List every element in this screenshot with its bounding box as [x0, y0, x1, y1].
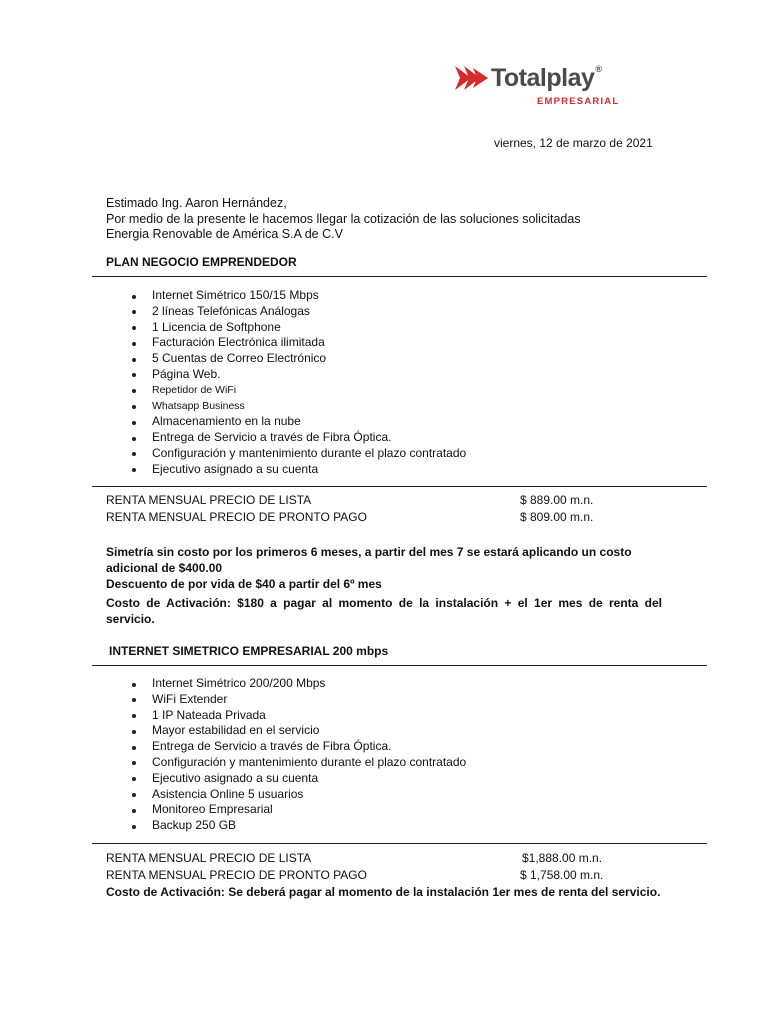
plan1-prompt-price-label: RENTA MENSUAL PRECIO DE PRONTO PAGO: [106, 510, 367, 524]
plan1-activation-note: Costo de Activación: $180 a pagar al momento de la instalación + el 1er mes de renta del servicio.: [106, 596, 662, 626]
list-item: Monitoreo Empresarial: [130, 802, 466, 818]
logo-wordmark: Totalplay®: [491, 64, 602, 92]
list-item: 1 Licencia de Softphone: [130, 320, 466, 336]
totalplay-logo: [455, 62, 645, 112]
list-item: Entrega de Servicio a través de Fibra Óptica.: [130, 430, 466, 446]
plan1-symmetry-note: Simetría sin costo por los primeros 6 meses, a partir del mes 7 se estará aplicando un costo adicional de $400.00: [106, 545, 632, 575]
list-item: Ejecutivo asignado a su cuenta: [130, 771, 466, 787]
plan2-list-price-value: $1,888.00 m.n.: [522, 851, 603, 865]
plan2-title: INTERNET SIMETRICO EMPRESARIAL 200 mbps: [109, 644, 389, 658]
list-item: 1 IP Nateada Privada: [130, 708, 466, 724]
plan2-divider-top: [92, 665, 707, 666]
logo-subtitle: EMPRESARIAL: [537, 96, 620, 107]
list-item: Internet Simétrico 200/200 Mbps: [130, 676, 466, 692]
list-item: 5 Cuentas de Correo Electrónico: [130, 351, 466, 367]
greeting-company: Energia Renovable de América S.A de C.V: [106, 227, 343, 241]
plan1-title: PLAN NEGOCIO EMPRENDEDOR: [106, 255, 297, 269]
list-item: Almacenamiento en la nube: [130, 414, 466, 430]
list-item: Internet Simétrico 150/15 Mbps: [130, 288, 466, 304]
list-item: WiFi Extender: [130, 692, 466, 708]
plan2-prompt-price-value: $ 1,758.00 m.n.: [520, 868, 604, 882]
greeting-intro: Por medio de la presente le hacemos llegar la cotización de las soluciones solicitadas: [106, 211, 581, 226]
list-item: Whatsapp Business: [130, 399, 466, 415]
list-item: Facturación Electrónica ilimitada: [130, 335, 466, 351]
list-item: Repetidor de WiFi: [130, 383, 466, 399]
list-item: Asistencia Online 5 usuarios: [130, 787, 466, 803]
plan1-list-price-label: RENTA MENSUAL PRECIO DE LISTA: [106, 493, 312, 507]
list-item: Configuración y mantenimiento durante el plazo contratado: [130, 755, 466, 771]
list-item: Configuración y mantenimiento durante el plazo contratado: [130, 446, 466, 462]
plan2-activation-note: Costo de Activación: Se deberá pagar al momento de la instalación 1er mes de renta del servicio.: [106, 885, 661, 899]
plan1-list-price-value: $ 889.00 m.n.: [520, 493, 594, 507]
plan1-discount-note: Descuento de por vida de $40 a partir del 6º mes: [106, 577, 382, 591]
list-item: Mayor estabilidad en el servicio: [130, 723, 466, 739]
list-item: Página Web.: [130, 367, 466, 383]
list-item: Backup 250 GB: [130, 818, 466, 834]
plan1-prompt-price-value: $ 809.00 m.n.: [520, 510, 594, 524]
plan1-feature-list: [130, 288, 466, 478]
plan2-prompt-price-label: RENTA MENSUAL PRECIO DE PRONTO PAGO: [106, 868, 367, 882]
list-item: Ejecutivo asignado a su cuenta: [130, 462, 466, 478]
plan2-feature-list: [130, 676, 466, 834]
plan2-list-price-label: RENTA MENSUAL PRECIO DE LISTA: [106, 851, 312, 865]
plan1-divider-bottom: [92, 486, 707, 487]
totalplay-logo-icon: [455, 66, 489, 90]
greeting-block: [106, 196, 581, 243]
letter-date: viernes, 12 de marzo de 2021: [494, 136, 653, 150]
list-item: Entrega de Servicio a través de Fibra Óptica.: [130, 739, 466, 755]
plan2-divider-bottom: [92, 843, 707, 844]
greeting-salutation: Estimado Ing. Aaron Hernández,: [106, 196, 287, 210]
list-item: 2 líneas Telefónicas Análogas: [130, 304, 466, 320]
plan1-divider-top: [92, 276, 707, 277]
